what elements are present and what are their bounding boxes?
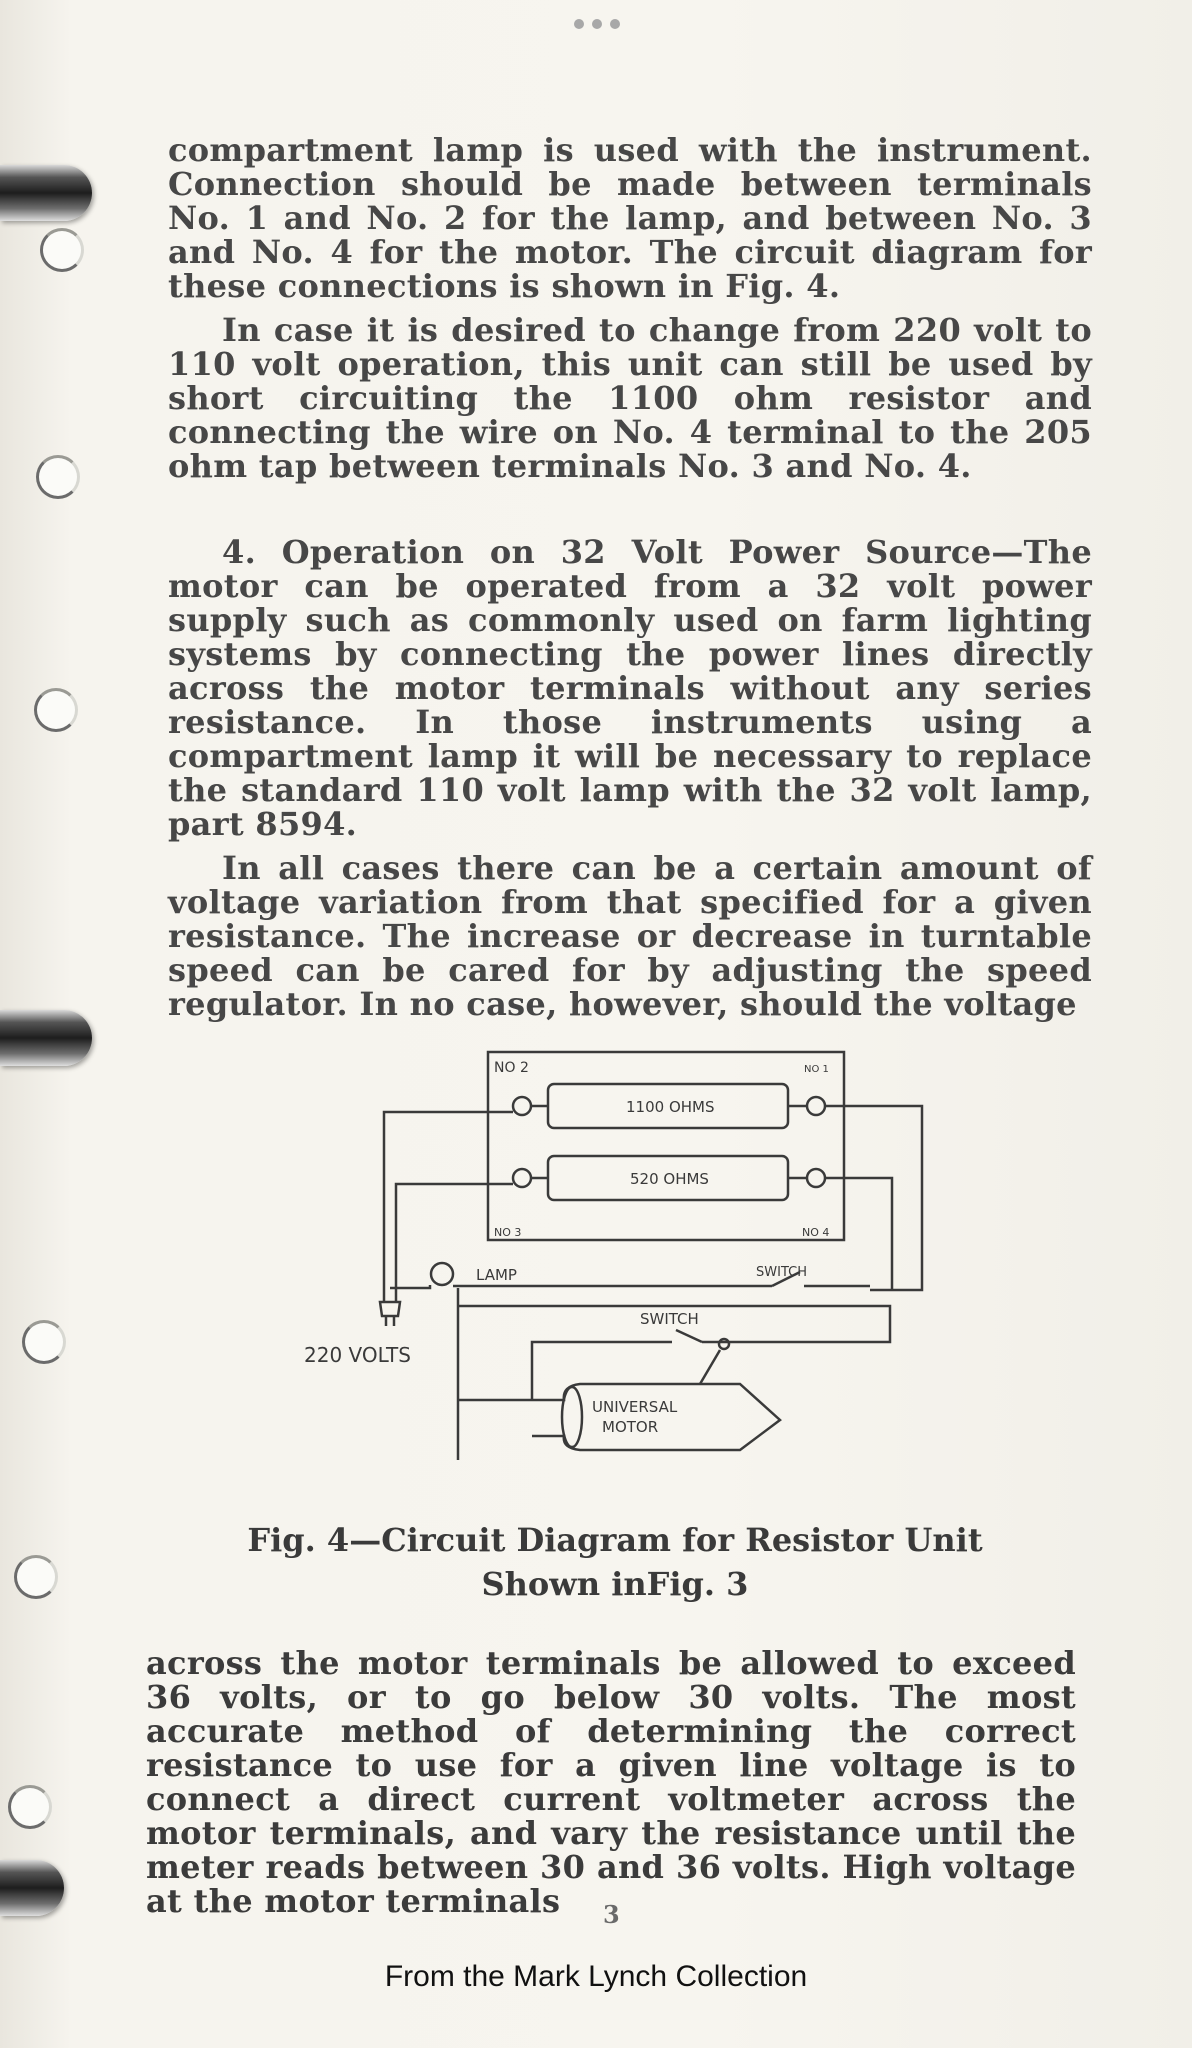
binder-hole-icon [40,228,84,272]
dot [574,19,584,29]
label-motor-line2: MOTOR [602,1418,659,1436]
caption-line-1: Fig. 4—Circuit Diagram for Resistor Unit [247,1521,983,1559]
dot [610,19,620,29]
label-switch-mid: SWITCH [640,1310,699,1328]
figure-caption [200,1518,1030,1606]
paragraph-1: compartment lamp is used with the instrument. Connection should be made between terminals No. 1 and No. 2 for the lamp, and between No. 3 and No. 4 for the motor. The circuit diagram for these connections is shown in Fig. 4. [168,131,1092,305]
paragraph-2: In case it is desired to change from 220 volt to 110 volt operation, this unit can still be used by short circuiting the 1100 ohm resistor and connecting the wire on No. 4 terminal to the 205 ohm tap between terminals No. 3 and No. 4. [168,311,1092,485]
binder-hole-icon [14,1555,58,1599]
label-no1: NO 1 [804,1064,829,1075]
paragraph-3: 4. Operation on 32 Volt Power Source—The motor can be operated from a 32 volt power supply such as commonly used on farm lighting systems by connecting the power lines directly across the motor terminals without any series resistance. In those instruments using a compartment lamp it will be necessary to replace the standard 110 volt lamp with the 32 volt lamp, part 8594. [168,533,1092,843]
collection-credit: From the Mark Lynch Collection [384,1960,808,1993]
universal-motor-icon [532,1384,780,1450]
binder-clip-icon [0,1010,92,1066]
more-dots-icon[interactable] [574,18,620,30]
label-520-ohms: 520 OHMS [630,1170,709,1188]
binder-hole-icon [8,1785,52,1829]
circuit-diagram [300,1040,940,1460]
binder-hole-icon [34,688,78,732]
label-switch-top: SWITCH [756,1265,807,1280]
label-motor-line1: UNIVERSAL [592,1398,678,1416]
circuit-diagram-svg [300,1040,940,1460]
label-1100-ohms: 1100 OHMS [626,1098,715,1116]
terminal-no4-icon [807,1169,825,1187]
body-text-top [168,133,1092,1021]
terminal-no1-icon [807,1097,825,1115]
terminal-no3-icon [513,1169,531,1187]
label-lamp: LAMP [476,1266,517,1284]
label-220-volts: 220 VOLTS [304,1343,411,1367]
paragraph-5: across the motor terminals be allowed to exceed 36 volts, or to go below 30 volts. The most accurate method of determining the correct resistance to use for a given line voltage is to connect a direct current voltmeter across the motor terminals, and vary the resistance until the meter reads between 30 and 36 volts. High voltage at the motor terminals [146,1644,1076,1920]
label-no3: NO 3 [494,1226,522,1239]
caption-line-2: Shown inFig. 3 [481,1565,749,1603]
resistor-unit-box [488,1052,844,1240]
paragraph-4: In all cases there can be a certain amount of voltage variation from that specified for a given resistance. The increase or decrease in turntable speed can be cared for by adjusting the speed regulator. In no case, however, should the voltage [168,849,1092,1023]
body-text-bottom [146,1646,1076,1918]
terminal-no2-icon [513,1097,531,1115]
binder-clip-icon [0,1860,64,1916]
lamp-icon [431,1263,453,1285]
binder-hole-icon [36,455,80,499]
label-no4: NO 4 [802,1226,830,1239]
page-number: 3 [603,1900,620,1929]
label-no2: NO 2 [494,1060,529,1076]
binder-clip-icon [0,165,92,221]
power-plug-icon [380,1302,400,1316]
dot [592,19,602,29]
binder-hole-icon [22,1320,66,1364]
